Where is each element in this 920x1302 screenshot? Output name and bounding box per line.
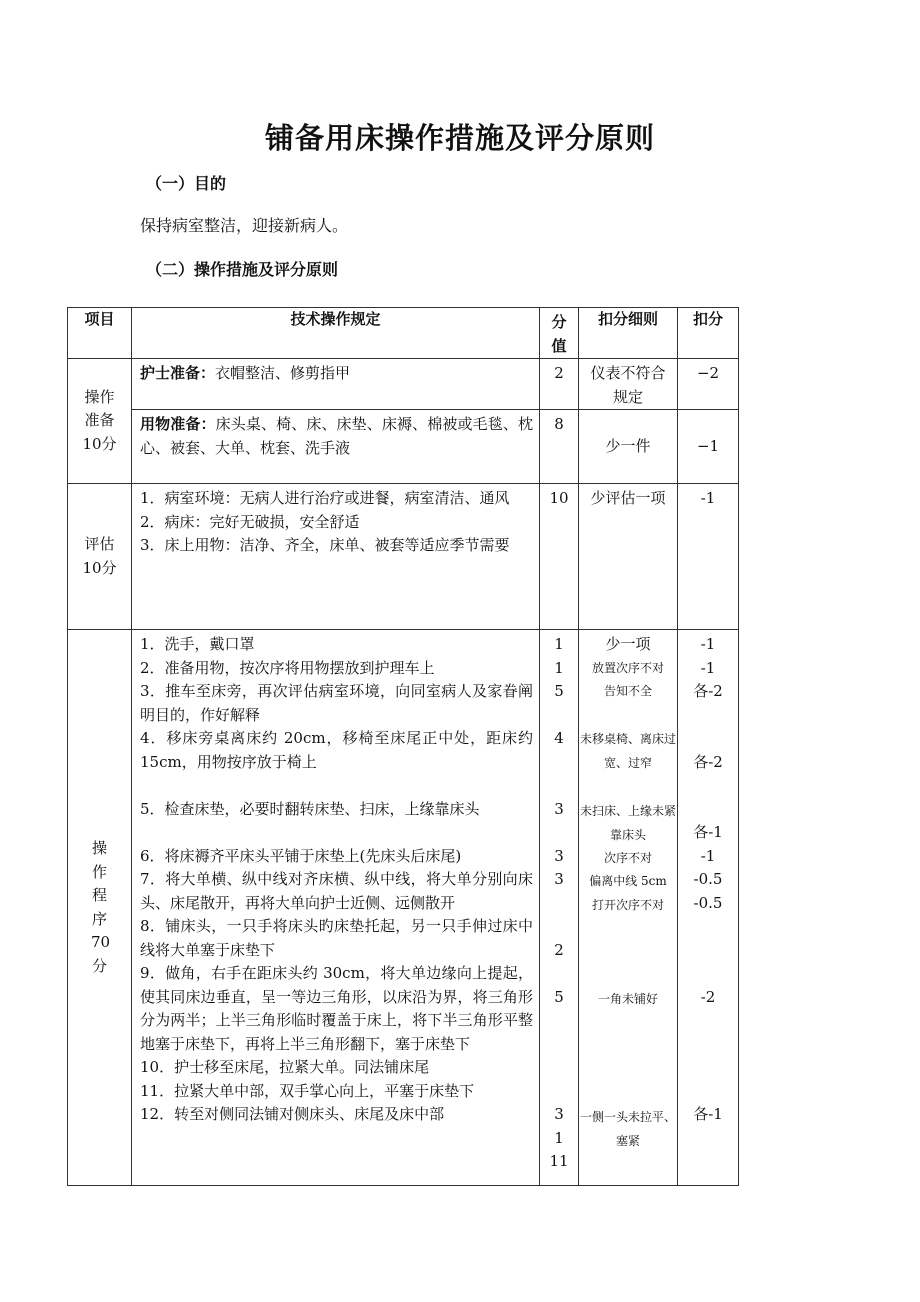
- step-score: 1: [554, 658, 564, 677]
- step-score: 2: [554, 940, 564, 959]
- purpose-text: 保持病室整洁，迎接新病人。: [140, 216, 349, 235]
- assess-line: 2．病床：完好无破损，安全舒适: [140, 512, 360, 531]
- header-tech: 技术操作规定: [132, 308, 540, 359]
- step-deduct: -1: [700, 846, 716, 865]
- step-line: 12．转至对侧同法铺对侧床头、床尾及床中部: [140, 1105, 445, 1123]
- step-line: 1．洗手，戴口罩: [140, 635, 255, 653]
- table-row: [68, 359, 739, 410]
- step-line: 8．铺床头，一只手将床头旳床垫托起，另一只手伸过床中线将大单塞于床垫下: [140, 917, 533, 959]
- score-assess: 10: [540, 484, 579, 630]
- step-deduct: 各-1: [693, 1105, 723, 1123]
- step-detail: 一侧一头未拉平、塞紧: [579, 1110, 676, 1148]
- step-line: 4．移床旁桌离床约 20cm，移椅至床尾正中处，距床约 15cm，用物按序放于椅上: [140, 729, 533, 771]
- step-line: 5．检查床垫，必要时翻转床垫、扫床，上缘靠床头: [140, 799, 480, 818]
- tech-supply-prep: [132, 410, 540, 484]
- detail-supply-prep: 少一件: [579, 410, 678, 484]
- step-score: 3: [554, 1105, 564, 1123]
- header-item: 项目: [68, 308, 132, 359]
- details-proc: [579, 630, 678, 1186]
- scoring-table: [67, 307, 739, 1186]
- step-detail: 打开次序不对: [591, 897, 664, 912]
- deduct-supply-prep: −1: [678, 410, 739, 484]
- step-detail: 未移桌椅、离床过宽、过窄: [579, 732, 676, 770]
- detail-assess: 少评估一项: [579, 484, 678, 630]
- item-proc: 操作程序70分: [68, 630, 132, 1186]
- step-score: 5: [554, 682, 564, 700]
- deduct-nurse-prep: −2: [678, 359, 739, 410]
- step-score: 1: [554, 635, 564, 653]
- step-score: 11: [549, 1152, 569, 1170]
- step-detail: 次序不对: [603, 850, 652, 865]
- step-score: 5: [554, 987, 564, 1006]
- step-detail: 放置次序不对: [591, 660, 664, 675]
- header-detail: 扣分细则: [579, 308, 678, 359]
- step-detail: 少一项: [605, 635, 651, 653]
- table-row: [68, 484, 739, 630]
- assess-line: 1．病室环境：无病人进行治疗或进餐，病室清洁、通风: [140, 489, 510, 507]
- section-heading-procedure: （二）操作措施及评分原则: [146, 260, 339, 279]
- step-line: 3．推车至床旁，再次评估病室环境，向同室病人及家眷阐明目的，作好解释: [140, 682, 533, 724]
- table-row: [68, 630, 739, 1186]
- step-deduct: 各-1: [693, 823, 723, 841]
- tech-assess: [132, 484, 540, 630]
- nurse-prep-label: 护士准备：: [140, 364, 216, 382]
- step-score: 3: [554, 846, 564, 865]
- step-detail: 未扫床、上缘未紧靠床头: [579, 803, 676, 842]
- supply-prep-text: 床头桌、椅、床、床垫、床褥、棉被或毛毯、枕心、被套、大单、枕套、洗手液: [140, 415, 533, 457]
- step-deduct: -1: [700, 635, 716, 653]
- step-deduct: -2: [700, 987, 716, 1006]
- tech-proc: [132, 630, 540, 1186]
- tech-nurse-prep: [132, 359, 540, 410]
- section-heading-purpose: （一）目的: [146, 174, 227, 193]
- step-score: 4: [554, 729, 564, 747]
- step-line: 11．拉紧大单中部，双手掌心向上，平塞于床垫下: [140, 1081, 475, 1100]
- deducts-proc: [678, 630, 739, 1186]
- score-supply-prep: 8: [540, 410, 579, 484]
- score-nurse-prep: 2: [540, 359, 579, 410]
- step-detail: 偏离中线 5cm: [589, 874, 667, 888]
- deduct-assess: -1: [678, 484, 739, 630]
- step-deduct: -0.5: [693, 893, 723, 912]
- step-score: 3: [554, 799, 564, 818]
- step-detail: 一角未铺好: [597, 991, 658, 1006]
- step-score: 1: [554, 1128, 564, 1147]
- step-score: 3: [554, 870, 564, 888]
- step-line: 7．将大单横、纵中线对齐床横、纵中线，将大单分别向床头、床尾散开，再将大单向护士近侧、远侧散开: [140, 870, 533, 912]
- step-deduct: 各-2: [693, 752, 723, 771]
- step-line: 9．做角，右手在距床头约 30cm，将大单边缘向上提起，使其同床边垂直，呈一等边三角形，以床沿为界，将三角形分为两半；上半三角形临时覆盖于床上，将下半三角形平整地塞于床垫下，再将上半三角形翻下，塞于床垫下: [140, 964, 533, 1053]
- header-deduct: 扣分: [678, 308, 739, 359]
- step-deduct: 各-2: [693, 682, 723, 700]
- item-prep: 操作准备10分: [68, 359, 132, 484]
- supply-prep-label: 用物准备：: [140, 415, 216, 433]
- item-assess: 评估10分: [68, 484, 132, 630]
- page-title: 铺备用床操作措施及评分原则: [264, 121, 655, 155]
- nurse-prep-text: 衣帽整洁、修剪指甲: [215, 364, 351, 382]
- detail-nurse-prep: 仪表不符合规定: [579, 359, 678, 410]
- step-detail: 告知不全: [603, 684, 652, 698]
- step-deduct: -0.5: [693, 870, 723, 888]
- step-line: 6．将床褥齐平床头平铺于床垫上(先床头后床尾): [140, 846, 462, 865]
- step-line: 2．准备用物，按次序将用物摆放到护理车上: [140, 658, 435, 677]
- step-deduct: -1: [700, 658, 716, 677]
- table-header-row: [68, 308, 739, 359]
- assess-line: 3．床上用物：洁净、齐全，床单、被套等适应季节需要: [140, 536, 510, 554]
- scores-proc: [540, 630, 579, 1186]
- header-score: 分值: [540, 308, 579, 359]
- table-row: [68, 410, 739, 484]
- step-line: 10．护士移至床尾，拉紧大单。同法铺床尾: [140, 1058, 430, 1076]
